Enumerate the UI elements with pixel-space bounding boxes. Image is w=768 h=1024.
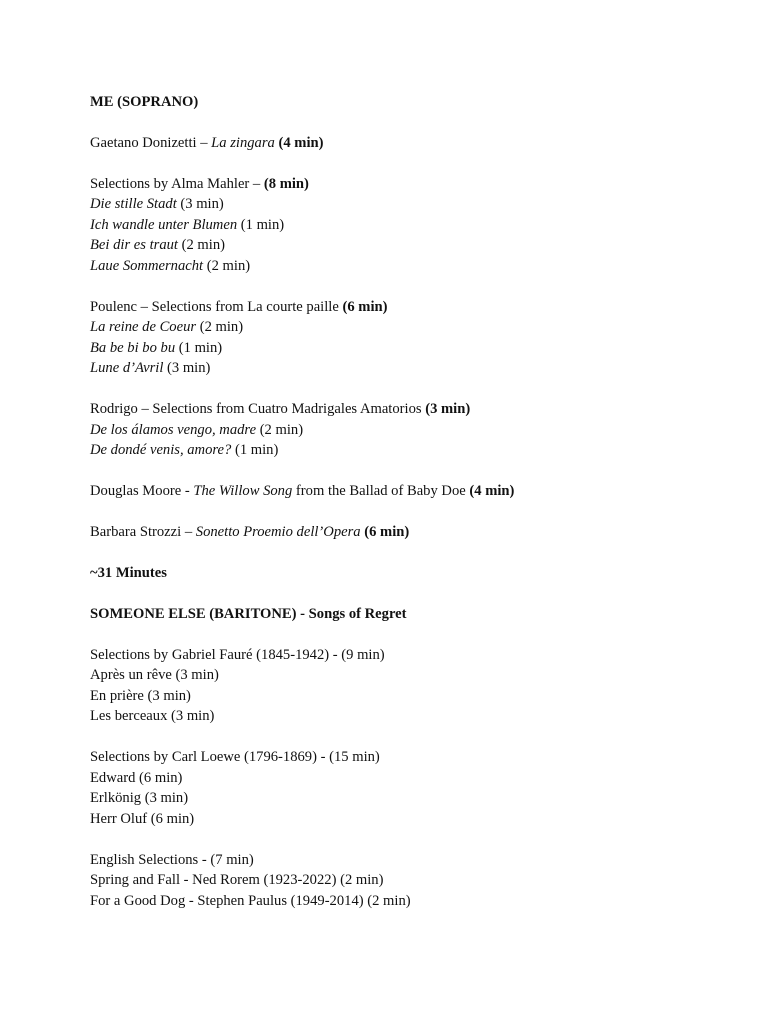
moore-duration: (4 min) [469, 483, 515, 499]
faure-song: En prière (3 min) [90, 688, 191, 704]
rodrigo-header [90, 399, 470, 419]
faure-header: Selections by Gabriel Fauré (1845-1942) - (9 min) [90, 647, 385, 663]
song-title: Die stille Stadt [90, 196, 177, 212]
donizetti-title: La zingara [211, 135, 275, 151]
mahler-song [90, 256, 250, 276]
poulenc-song [90, 338, 222, 358]
song-duration: (2 min) [196, 319, 244, 335]
song-duration: (3 min) [163, 360, 211, 376]
rodrigo-composer: Rodrigo – Selections from Cuatro Madrigales Amatorios [90, 401, 426, 417]
loewe-song: Edward (6 min) [90, 770, 183, 786]
song-title: La reine de Coeur [90, 319, 197, 335]
soprano-heading: ME (SOPRANO) [90, 94, 199, 110]
song-title: Lune d’Avril [90, 360, 164, 376]
mahler-song [90, 215, 284, 235]
song-title: Ich wandle unter Blumen [90, 217, 238, 233]
poulenc-song [90, 358, 210, 378]
loewe-song: Herr Oluf (6 min) [90, 811, 195, 827]
moore-suffix: from the Ballad of Baby Doe [292, 483, 470, 499]
song-duration: (3 min) [176, 196, 224, 212]
moore-composer: Douglas Moore - [90, 483, 194, 499]
song-title: De dondé venis, amore? [90, 442, 232, 458]
song-duration: (1 min) [237, 217, 285, 233]
rodrigo-duration: (3 min) [425, 401, 471, 417]
mahler-song [90, 235, 225, 255]
song-title: Bei dir es traut [90, 237, 178, 253]
english-song: For a Good Dog - Stephen Paulus (1949-2014) (2 min) [90, 893, 411, 909]
english-header: English Selections - (7 min) [90, 852, 254, 868]
song-duration: (2 min) [203, 258, 251, 274]
strozzi-composer: Barbara Strozzi – [90, 524, 196, 540]
loewe-header: Selections by Carl Loewe (1796-1869) - (15 min) [90, 749, 380, 765]
baritone-heading: SOMEONE ELSE (BARITONE) - Songs of Regret [90, 606, 407, 622]
loewe-song: Erlkönig (3 min) [90, 790, 189, 806]
donizetti-duration: (4 min) [278, 135, 324, 151]
soprano-total: ~31 Minutes [90, 565, 167, 581]
rodrigo-song [90, 440, 278, 460]
song-duration: (2 min) [256, 422, 304, 438]
strozzi-duration: (6 min) [360, 524, 410, 540]
mahler-composer: Selections by Alma Mahler – [90, 176, 264, 192]
poulenc-duration: (6 min) [342, 299, 388, 315]
donizetti-composer: Gaetano Donizetti – [90, 135, 212, 151]
english-song: Spring and Fall - Ned Rorem (1923-2022) (2 min) [90, 872, 384, 888]
song-duration: (2 min) [177, 237, 225, 253]
poulenc-song [90, 317, 243, 337]
rodrigo-song [90, 420, 303, 440]
song-title: Laue Sommernacht [90, 258, 204, 274]
faure-song: Après un rêve (3 min) [90, 667, 219, 683]
strozzi-title: Sonetto Proemio dell’Opera [195, 524, 361, 540]
moore-line [90, 481, 514, 501]
faure-song: Les berceaux (3 min) [90, 708, 215, 724]
donizetti-line [90, 133, 324, 153]
song-duration: (1 min) [231, 442, 279, 458]
mahler-song [90, 194, 224, 214]
song-title: Ba be bi bo bu [90, 340, 176, 356]
song-duration: (1 min) [175, 340, 223, 356]
mahler-header [90, 174, 309, 194]
poulenc-composer: Poulenc – Selections from La courte paille [90, 299, 343, 315]
mahler-duration: (8 min) [263, 176, 309, 192]
song-title: De los álamos vengo, madre [90, 422, 257, 438]
poulenc-header [90, 297, 387, 317]
moore-title: The Willow Song [193, 483, 293, 499]
strozzi-line [90, 522, 409, 542]
